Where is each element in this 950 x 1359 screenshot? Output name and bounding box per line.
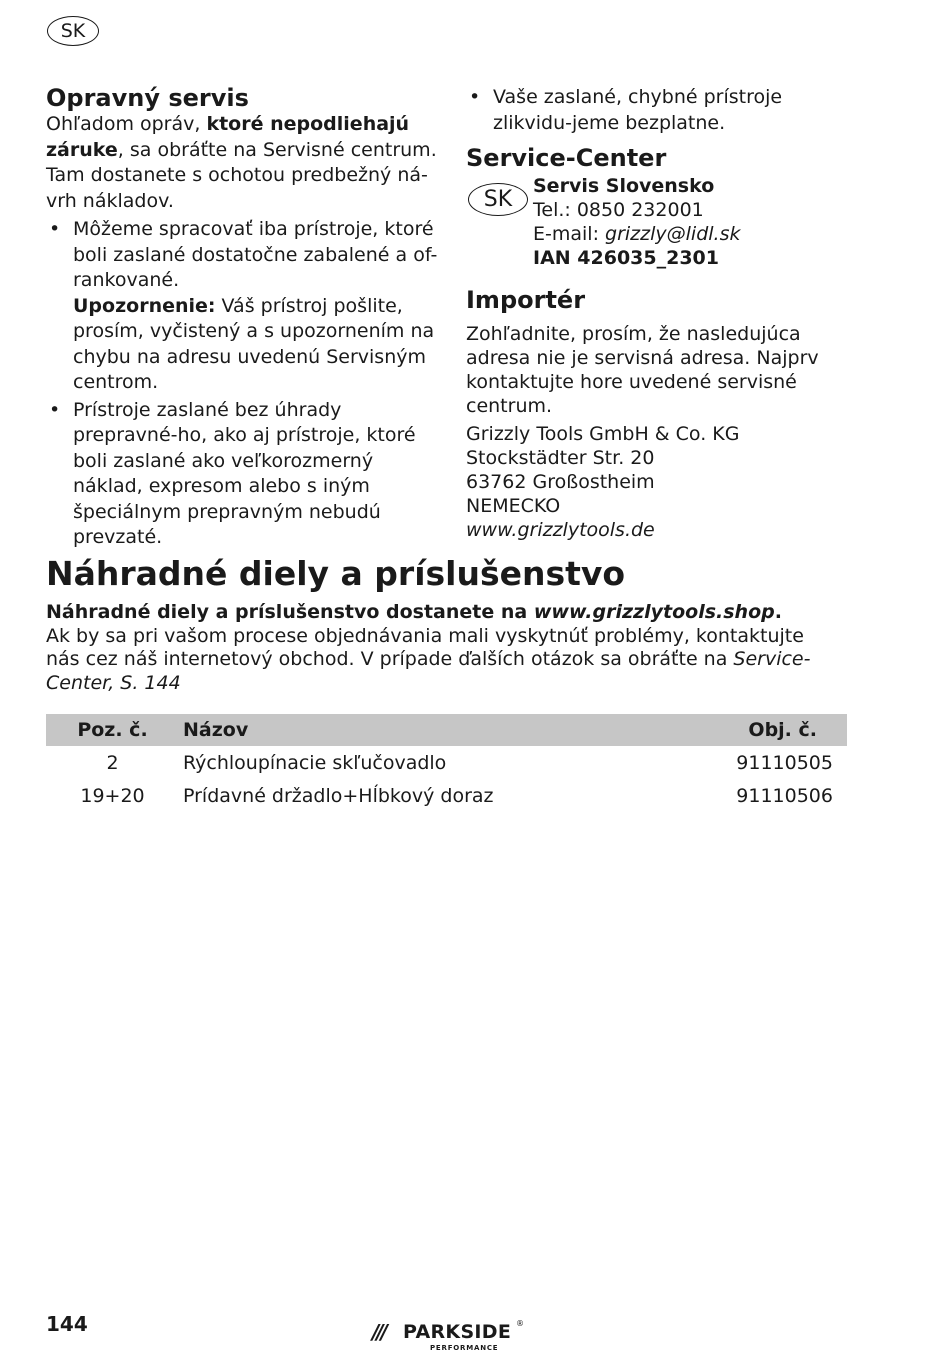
col-header-name: Názov: [179, 714, 627, 746]
list-item: [466, 84, 858, 136]
brand-subtitle: PERFORMANCE: [430, 1344, 499, 1352]
service-center-heading: Service-Center: [466, 144, 667, 172]
service-ian: IAN 426035_2301: [533, 247, 719, 269]
repair-intro-text: Ohľadom opráv,: [46, 113, 207, 135]
service-country-badge: [468, 183, 528, 216]
warning-text: Váš prístroj pošlite, prosím, vyčistený a s upozornením na chybu na adresu uvedenú Servisným centrom.: [73, 294, 435, 393]
left-column: [46, 84, 438, 551]
address-country: NEMECKO: [466, 495, 561, 517]
bullet-text: Môžeme spracovať iba prístroje, ktoré boli zaslané dostatočne zabalené a of-rankované.: [73, 218, 438, 291]
service-name: Servis Slovensko: [533, 175, 715, 197]
service-email-line: [533, 222, 740, 246]
cell-order-number: 91110505: [736, 751, 833, 774]
repair-intro: [46, 112, 438, 214]
list-item: [46, 398, 438, 551]
cell-name: Prídavné držadlo+Hĺbkový doraz: [183, 784, 494, 807]
service-country-badge-label: SK: [483, 186, 513, 212]
repair-intro-emphasis: ktoré nepodliehajú záruke: [46, 113, 410, 161]
service-contact: [533, 174, 740, 270]
service-center-block: [466, 175, 858, 270]
service-email-label: E-mail:: [533, 223, 606, 245]
address-company: Grizzly Tools GmbH & Co. KG: [466, 423, 740, 445]
col-header-position: Poz. č.: [46, 714, 179, 746]
service-center-reference: Service-Center, S. 144: [46, 648, 811, 694]
page-number: 144: [46, 1312, 88, 1336]
cell-order-number: 91110506: [736, 784, 833, 807]
repair-bullet-list: [46, 217, 438, 551]
right-column: [466, 84, 858, 542]
cell-position: 2: [106, 751, 119, 774]
bullet-text: Prístroje zaslané bez úhrady prepravné-ho, ako aj prístroje, ktoré boli zaslané ako veľkorozmerný náklad, expresom alebo s iným špeciálnym prepravným nebudú prevzaté.: [73, 398, 416, 548]
registered-mark-icon: ®: [516, 1319, 524, 1328]
table-row: [46, 779, 847, 812]
language-badge: [47, 16, 99, 46]
spare-parts-section: [46, 553, 866, 812]
spare-parts-heading: Náhradné diely a príslušenstvo: [46, 554, 626, 593]
service-email[interactable]: grizzly@lidl.sk: [605, 223, 741, 245]
service-phone: Tel.: 0850 232001: [533, 199, 704, 221]
spare-parts-table: [46, 714, 847, 812]
address-city: 63762 Großostheim: [466, 471, 655, 493]
spare-parts-description: [46, 601, 826, 695]
repair-service-heading: Opravný servis: [46, 84, 249, 112]
spare-parts-lead-end: .: [774, 601, 782, 623]
disposal-bullet-list: [466, 84, 858, 136]
list-item: [46, 217, 438, 396]
spare-parts-body: Ak by sa pri vašom procese objednávania mali vyskytnúť problémy, kontaktujte nás cez náš internetový obchod. V prípade ďalších otázok sa obráťte na: [46, 624, 804, 670]
address-website-link[interactable]: www.grizzlytools.de: [466, 519, 655, 541]
repair-intro-text-2: , sa obráťte na Servisné centrum. Tam dostanete s ochotou predbežný ná-vrh nákladov.: [46, 138, 437, 212]
importer-heading: Importér: [466, 286, 586, 314]
col-header-order-number: Obj. č.: [627, 714, 847, 746]
brand-slashes-icon: ///: [372, 1320, 385, 1344]
language-badge-label: SK: [60, 19, 86, 42]
address-website[interactable]: [466, 518, 858, 542]
brand-logo: [372, 1320, 532, 1356]
address-street: Stockstädter Str. 20: [466, 447, 655, 469]
cell-name: Rýchloupínacie skľučovadlo: [183, 751, 447, 774]
table-row: [46, 746, 847, 779]
importer-address: [466, 422, 858, 542]
cell-position: 19+20: [80, 784, 145, 807]
spare-parts-lead: Náhradné diely a príslušenstvo dostanete na: [46, 601, 534, 623]
brand-name: PARKSIDE: [403, 1321, 512, 1343]
warning-label: Upozornenie:: [73, 294, 216, 317]
table-header-row: [46, 714, 847, 746]
importer-note: Zohľadnite, prosím, že nasledujúca adresa nie je servisná adresa. Najprv kontaktujte hore uvedené servisné centrum.: [466, 323, 819, 417]
shop-link[interactable]: www.grizzlytools.shop: [533, 601, 775, 623]
bullet-text: Vaše zaslané, chybné prístroje zlikvidu-jeme bezplatne.: [493, 86, 783, 134]
